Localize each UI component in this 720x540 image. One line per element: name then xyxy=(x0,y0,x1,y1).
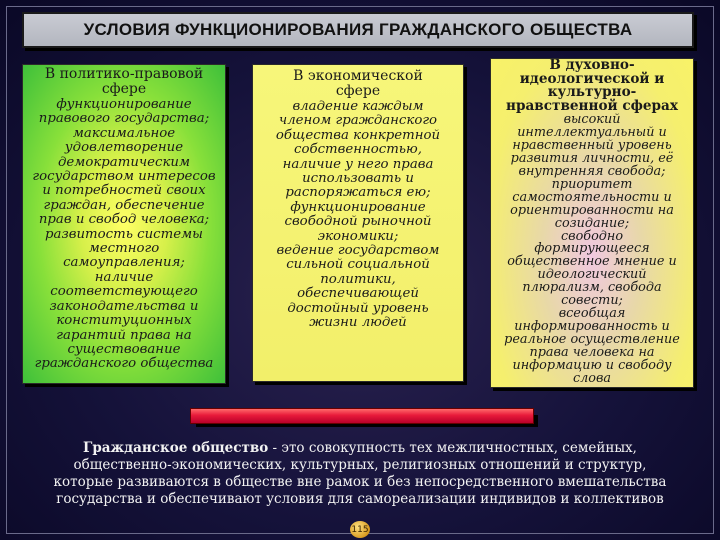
text-line: внутренняя свобода; xyxy=(518,164,666,179)
text-line: удовлетворение xyxy=(64,140,184,156)
text-line: прав и свобод человека; xyxy=(38,212,210,228)
panel-body xyxy=(23,98,225,372)
text-line: гражданского общества xyxy=(34,356,214,372)
panel-body xyxy=(491,114,693,385)
text-line: существование xyxy=(67,341,181,357)
divider-bar xyxy=(190,408,534,424)
text-line: наличие xyxy=(94,269,154,285)
definition-line: общественно-экономических, культурных, религиозных отношений и структур, xyxy=(73,457,647,473)
text-line: самостоятельности и xyxy=(512,189,672,205)
text-line: членом гражданского xyxy=(278,113,438,129)
text-line: информацию и свободу xyxy=(512,357,672,373)
text-line: слова xyxy=(572,370,612,386)
text-line: сфере xyxy=(101,81,147,97)
text-line: всеобщая xyxy=(558,305,626,321)
text-line: плюрализм, свобода xyxy=(522,280,662,296)
economic-sphere-panel xyxy=(252,64,464,382)
text-line: общества конкретной xyxy=(275,127,441,143)
text-line: гарантий права на xyxy=(56,327,192,343)
text-line: достойный уровень xyxy=(287,300,429,316)
text-line: жизни людей xyxy=(309,315,407,331)
panel-heading xyxy=(23,67,225,97)
text-line: экономики; xyxy=(317,228,399,244)
text-line: общественное мнение и xyxy=(507,254,677,270)
text-line: законодательства и xyxy=(49,298,199,314)
text-line: созидание; xyxy=(554,215,630,231)
definition-text xyxy=(28,440,692,508)
panel-body xyxy=(253,100,463,331)
text-line: сфере xyxy=(335,83,381,99)
text-line: конституционных xyxy=(56,313,192,329)
definition-line: Гражданское общество - это совокупность тех межличностных, семейных, xyxy=(83,440,637,456)
text-line: распоряжаться ею; xyxy=(285,185,431,201)
text-line: функционирование xyxy=(56,97,192,112)
text-line: совести; xyxy=(561,293,623,309)
text-line: приоритет xyxy=(551,176,633,192)
text-line: В экономической xyxy=(293,68,423,84)
text-line: формирующееся xyxy=(534,241,650,257)
text-line: наличие у него права xyxy=(282,156,434,172)
page-number-badge: 115 xyxy=(350,521,370,538)
text-line: сильной социальной xyxy=(286,257,430,273)
text-line: развитость системы xyxy=(45,226,203,242)
text-line: функционирование xyxy=(290,199,426,215)
text-line: ориентированности на xyxy=(510,202,674,218)
panel-heading xyxy=(491,59,693,113)
text-line: права человека на xyxy=(529,344,655,360)
text-line: использовать и xyxy=(302,171,414,187)
political-legal-sphere-panel xyxy=(22,64,226,384)
text-line: местного xyxy=(88,241,160,257)
text-line: свободной рыночной xyxy=(284,214,432,230)
text-line: интеллектуальный и xyxy=(517,125,667,141)
text-line: политики, xyxy=(320,271,396,287)
text-line: информированность и xyxy=(514,318,670,334)
text-line: обеспечивающей xyxy=(297,286,419,302)
text-line: развития личности, её xyxy=(510,151,674,167)
text-line: идеологический xyxy=(537,267,647,283)
text-line: реальное осуществление xyxy=(504,331,680,347)
slide-title: УСЛОВИЯ ФУНКЦИОНИРОВАНИЯ ГРАЖДАНСКОГО ОБЩЕСТВА xyxy=(22,12,694,48)
text-line: соответствующего xyxy=(50,284,198,300)
definition-term: Гражданское общество xyxy=(83,440,269,456)
text-line: самоуправления; xyxy=(63,255,185,271)
definition-line: государства и обеспечивают условия для самореализации индивидов и коллективов xyxy=(56,491,664,507)
text-line: демократическим xyxy=(58,154,190,170)
spiritual-cultural-sphere-panel xyxy=(490,58,694,388)
text-line: максимальное xyxy=(72,125,176,141)
text-line: культурно- xyxy=(547,84,637,101)
panel-heading xyxy=(253,69,463,99)
text-line: государством интересов xyxy=(32,169,216,185)
text-line: идеологической и xyxy=(519,70,665,87)
definition-line: которые развиваются в обществе вне рамок и без непосредственного вмешательства xyxy=(53,474,667,490)
text-line: высокий xyxy=(563,112,621,128)
text-line: владение каждым xyxy=(292,99,424,114)
text-line: ведение государством xyxy=(276,243,440,259)
text-line: В духовно- xyxy=(549,58,635,73)
text-line: нравственной сферах xyxy=(506,97,678,114)
text-line: свободно xyxy=(560,228,624,244)
text-line: собственностью, xyxy=(294,142,422,158)
text-line: граждан, обеспечение xyxy=(43,197,205,213)
text-line: правового государства; xyxy=(38,111,210,127)
text-line: и потребностей своих xyxy=(42,183,206,199)
text-line: нравственный уровень xyxy=(512,138,672,154)
text-line: В политико-правовой xyxy=(44,66,204,82)
